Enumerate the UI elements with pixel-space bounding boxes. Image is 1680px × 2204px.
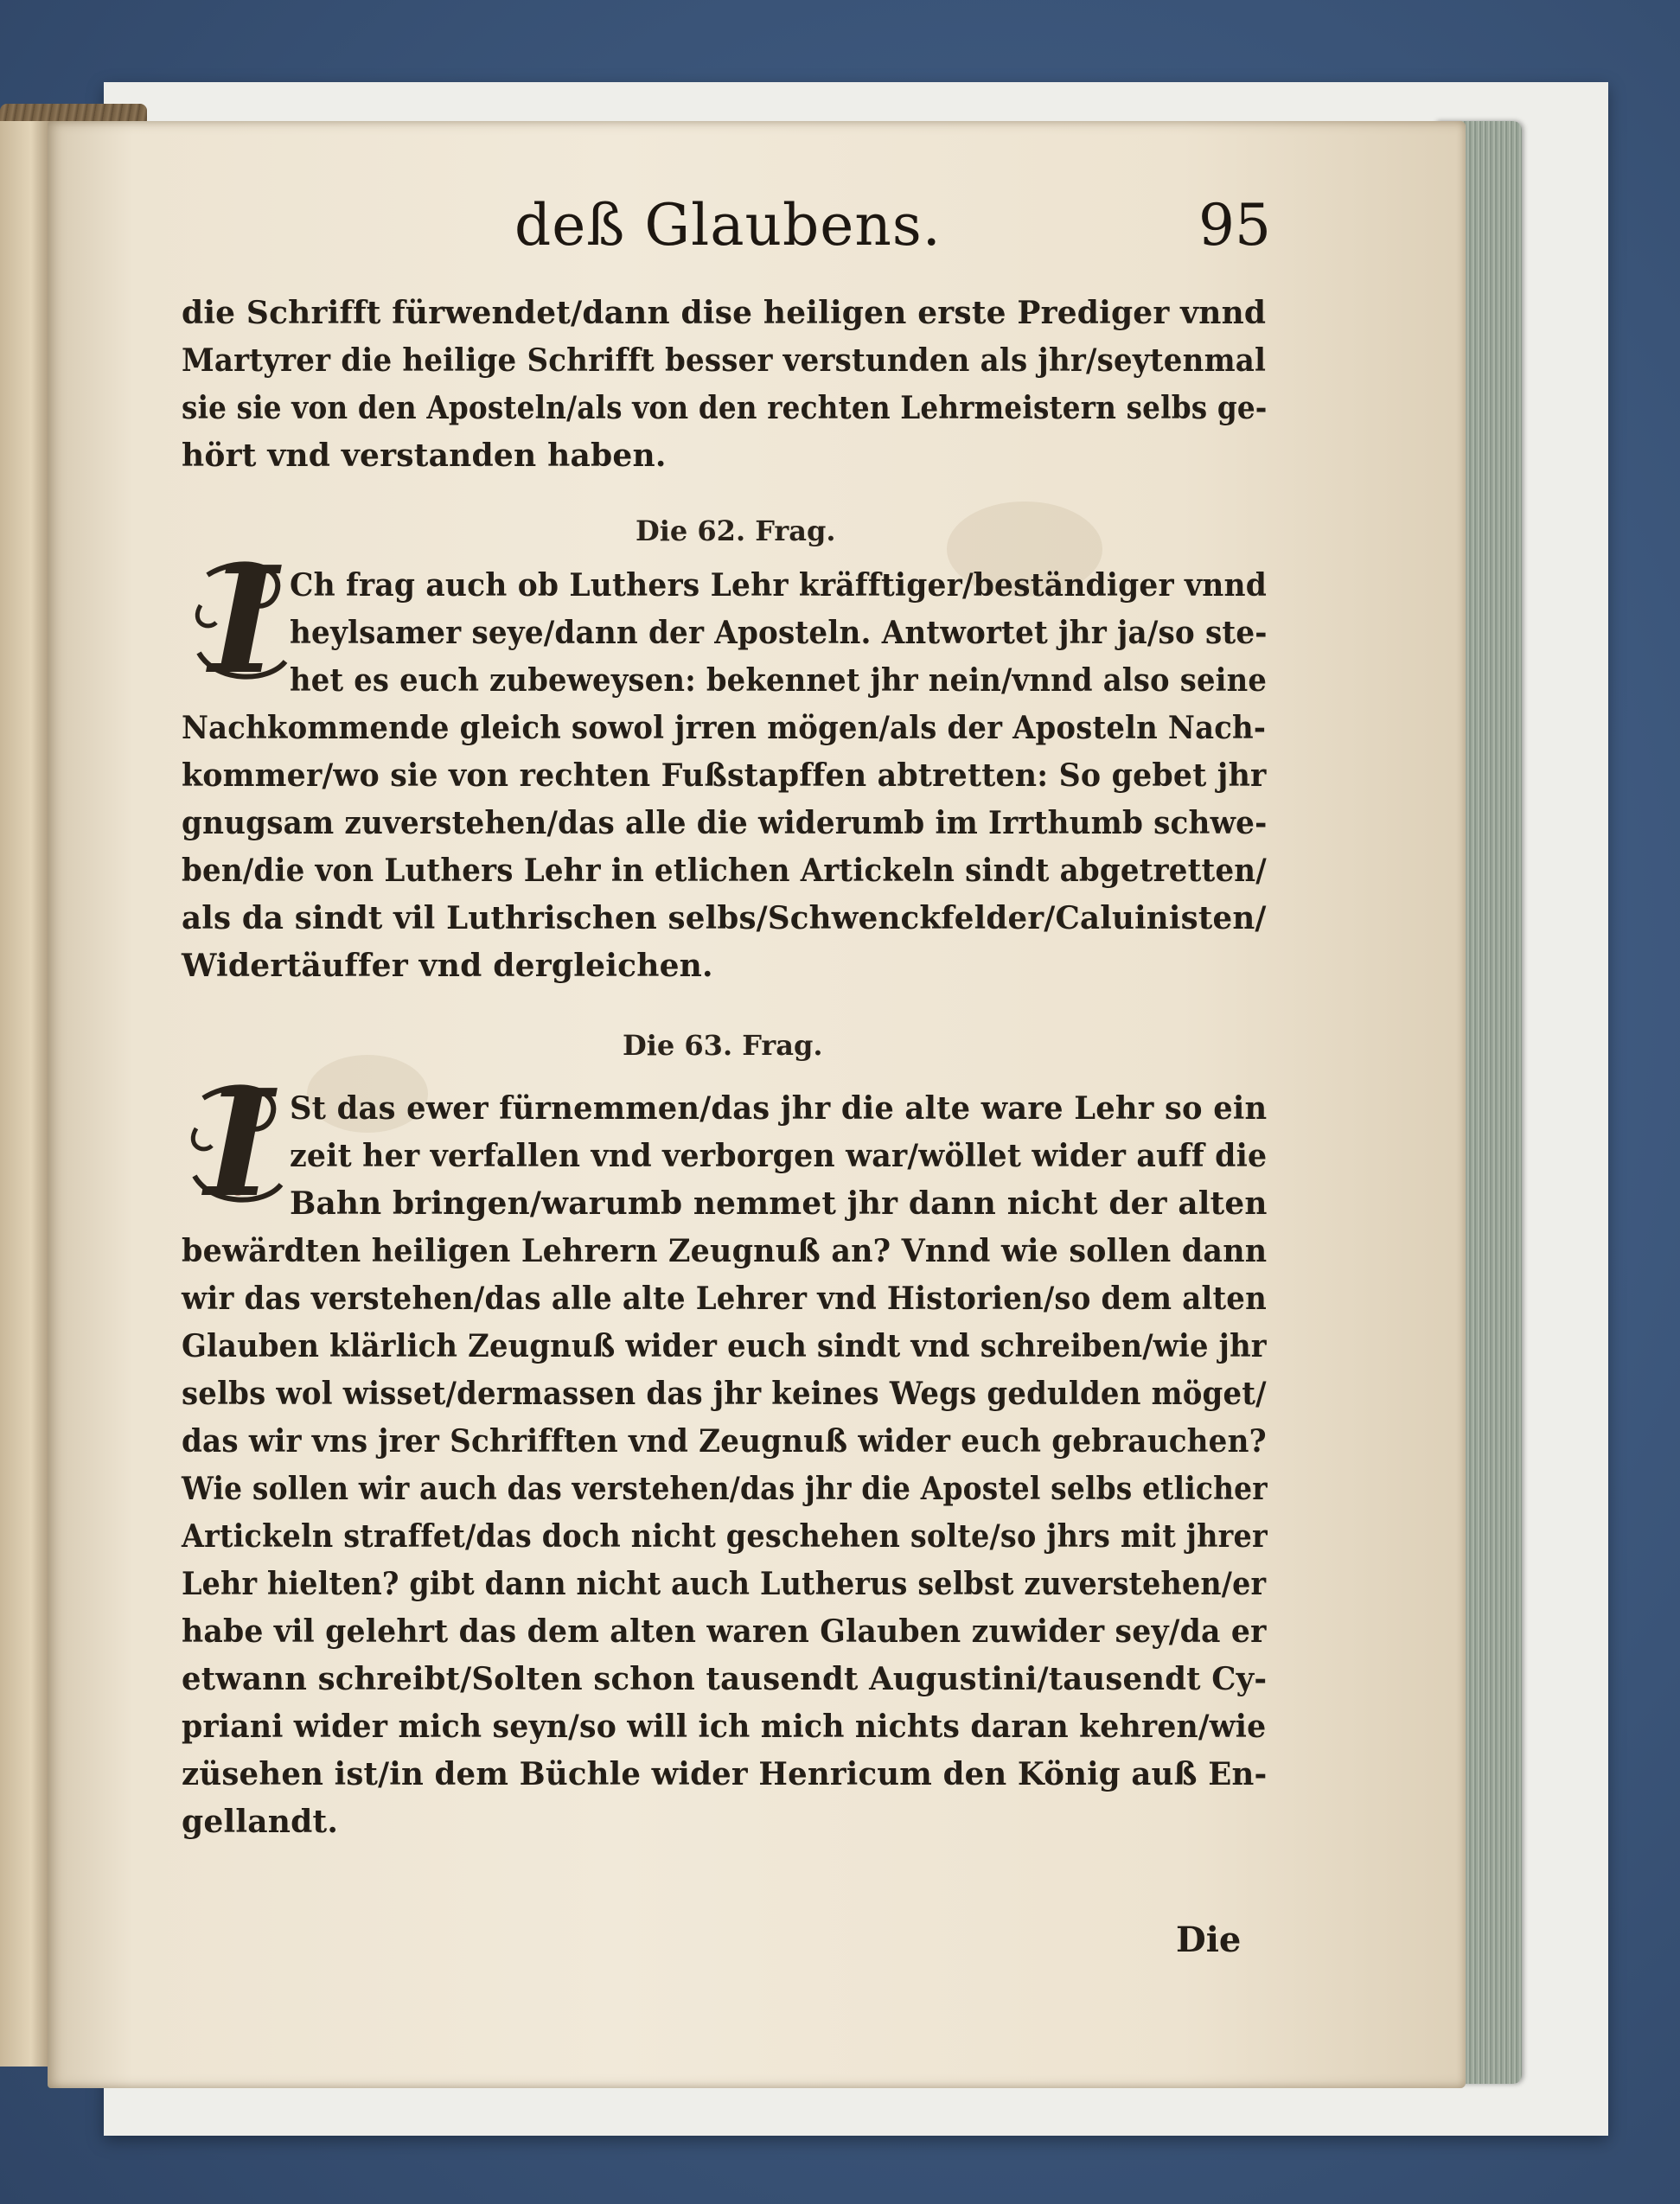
text-line: wir das verstehen/das alle alte Lehrer vnd Historien/so dem alten xyxy=(182,1281,1267,1317)
dropcap-letter: I xyxy=(205,1057,274,1230)
text-line: etwann schreibt/Solten schon tausendt Augustini/tausendt Cy- xyxy=(182,1661,1268,1697)
text-line: Artickeln straffet/das doch nicht geschehen solte/so jhrs mit jhrer xyxy=(182,1518,1268,1555)
text-line: als da sindt vil Luthrischen selbs/Schwenckfelder/Caluinisten/ xyxy=(182,900,1267,936)
text-line: Glauben klärlich Zeugnuß wider euch sindt vnd schreiben/wie jhr xyxy=(182,1328,1267,1364)
text-line: Wie sollen wir auch das verstehen/das jhr die Apostel selbs etlicher xyxy=(182,1471,1268,1507)
text-line: selbs wol wisset/dermassen das jhr keines Wegs gedulden möget/ xyxy=(182,1376,1267,1412)
text-line: Nachkommende gleich sowol jrren mögen/als der Aposteln Nach- xyxy=(182,710,1267,746)
text-line: Martyrer die heilige Schrifft besser verstunden als jhr/seytenmal xyxy=(182,342,1267,379)
text-line: züsehen ist/in dem Büchle wider Henricum den König auß En- xyxy=(182,1756,1268,1792)
text-line: Bahn bringen/warumb nemmet jhr dann nicht der alten xyxy=(290,1185,1268,1222)
text-line: die Schrifft fürwendet/dann dise heiligen erste Prediger vnnd xyxy=(182,295,1267,331)
running-head-title: deß Glaubens. xyxy=(514,192,942,259)
page-number: 95 xyxy=(1198,192,1271,259)
text-line: Ch frag auch ob Luthers Lehr kräfftiger/beständiger vnnd xyxy=(290,567,1268,604)
text-line: das wir vns jrer Schrifften vnd Zeugnuß wider euch gebrauchen? xyxy=(182,1423,1267,1460)
text-line: ben/die von Luthers Lehr in etlichen Artickeln sindt abgetretten/ xyxy=(182,853,1267,889)
text-line: bewärdten heiligen Lehrern Zeugnuß an? Vnnd wie sollen dann xyxy=(182,1233,1268,1269)
text-line: gnugsam zuverstehen/das alle die widerumb im Irrthumb schwe- xyxy=(182,805,1268,841)
dropcap-63 xyxy=(186,1057,288,1230)
question-63-heading: Die 63. Frag. xyxy=(623,1029,823,1062)
text-line: het es euch zubeweysen: bekennet jhr nein/vnnd also seine xyxy=(290,662,1268,699)
question-62-heading: Die 62. Frag. xyxy=(636,514,836,547)
dropcap-letter: I xyxy=(209,534,278,707)
text-line: Widertäuffer vnd dergleichen. xyxy=(182,948,713,984)
text-line: zeit her verfallen vnd verborgen war/wöllet wider auff die xyxy=(290,1138,1268,1174)
text-line: kommer/wo sie von rechten Fußstapffen abtretten: So gebet jhr xyxy=(182,757,1267,794)
dropcap-62 xyxy=(190,534,292,707)
running-head xyxy=(311,192,1271,270)
text-line: habe vil gelehrt das dem alten waren Glauben zuwider sey/da er xyxy=(182,1613,1267,1650)
text-line: heylsamer seye/dann der Aposteln. Antwortet jhr ja/so ste- xyxy=(290,615,1268,651)
text-line: priani wider mich seyn/so will ich mich nichts daran kehren/wie xyxy=(182,1709,1267,1745)
text-line: Lehr hielten? gibt dann nicht auch Lutherus selbst zuverstehen/er xyxy=(182,1566,1267,1602)
text-line: sie sie von den Aposteln/als von den rechten Lehrmeistern selbs ge- xyxy=(182,390,1268,426)
text-line: St das ewer fürnemmen/das jhr die alte ware Lehr so ein xyxy=(290,1090,1268,1127)
text-line: hört vnd verstanden haben. xyxy=(182,438,667,474)
text-line: gellandt. xyxy=(182,1804,339,1840)
catchword: Die xyxy=(1176,1920,1242,1960)
facing-page-edge xyxy=(0,121,52,2067)
